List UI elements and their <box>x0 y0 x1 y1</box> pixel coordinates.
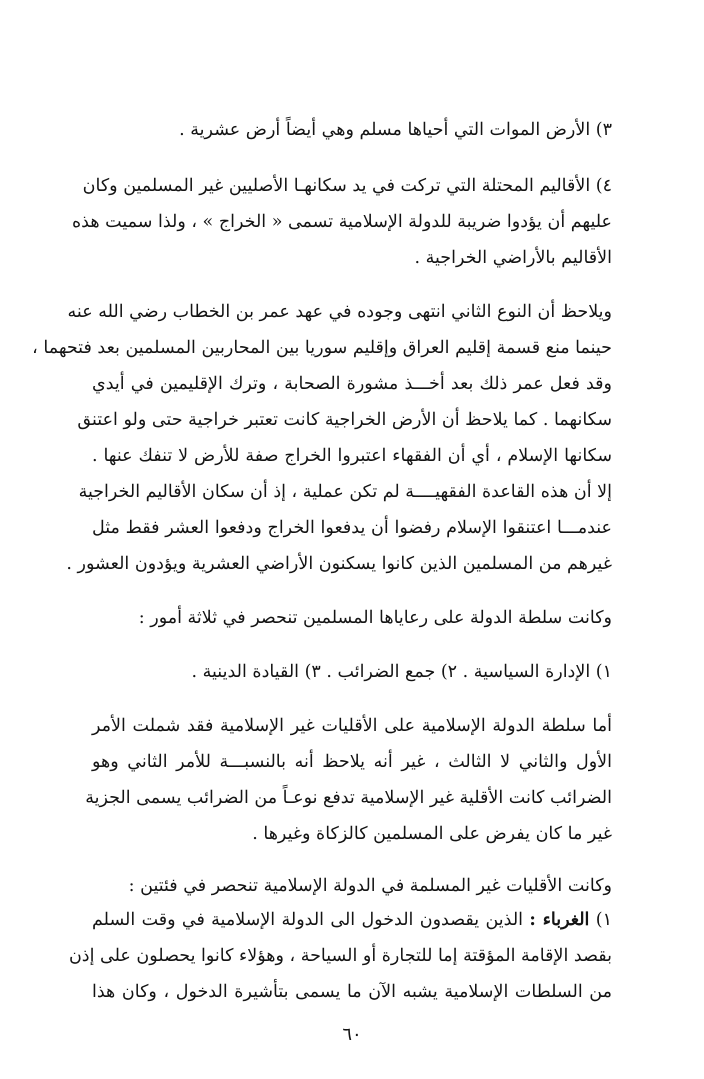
text-line: وكانت الأقليات غير المسلمة في الدولة الإسلامية تنحصر في فئتين : <box>128 876 612 896</box>
text-line: ٣) الأرض الموات التي أحياها مسلم وهي أيضاً أرض عشرية . <box>179 120 612 140</box>
text-line: غيرهم من المسلمين الذين كانوا يسكنون الأراضي العشرية ويؤدون العشور . <box>66 554 612 574</box>
list-number: ١) <box>595 910 612 930</box>
term-heading: الغرباء : <box>529 910 590 930</box>
text-line: سكانها الإسلام ، أي أن الفقهاء اعتبروا الخراج صفة للأرض لا تنفك عنها . <box>92 446 612 466</box>
text-line: ويلاحظ أن النوع الثاني انتهى وجوده في عهد عمر بن الخطاب رضي الله عنه <box>67 302 612 322</box>
page-number: ٦٠ <box>342 1024 362 1045</box>
text-line: ١) الإدارة السياسية . ٢) جمع الضرائب . ٣) القيادة الدينية . <box>191 662 612 682</box>
text-line: الأول والثاني لا الثالث ، غير أنه يلاحظ أنه بالنسبـــة للأمر الثاني وهو <box>92 752 612 772</box>
text-fragment: الذين يقصدون الدخول الى الدولة الإسلامية في وقت السلم <box>92 910 524 930</box>
text-line: حينما منع قسمة إقليم العراق وإقليم سوريا بين المحاربين المسلمين بعد فتحهما ، <box>32 338 612 358</box>
text-line: وقد فعل عمر ذلك بعد أخـــذ مشورة الصحابة ، وترك الإقليمين في أيدي <box>92 374 612 394</box>
text-line: وكانت سلطة الدولة على رعاياها المسلمين تنحصر في ثلاثة أمور : <box>138 608 612 628</box>
text-line: أما سلطة الدولة الإسلامية على الأقليات غير الإسلامية فقد شملت الأمر <box>92 716 612 736</box>
text-line: عندمـــا اعتنقوا الإسلام رفضوا أن يدفعوا الخراج ودفعوا العشر فقط مثل <box>92 518 612 538</box>
text-line: بقصد الإقامة المؤقتة إما للتجارة أو السياحة ، وهؤلاء كانوا يحصلون على إذن <box>68 946 612 966</box>
text-line: من السلطات الإسلامية يشبه الآن ما يسمى بتأشيرة الدخول ، وكان هذا <box>92 982 612 1002</box>
text-line <box>92 902 612 938</box>
text-line: الضرائب كانت الأقلية غير الإسلامية تدفع نوعـاً من الضرائب يسمى الجزية <box>85 788 612 808</box>
text-line: سكانهما . كما يلاحظ أن الأرض الخراجية كانت تعتبر خراجية حتى ولو اعتنق <box>77 410 612 430</box>
text-line: عليهم أن يؤدوا ضريبة للدولة الإسلامية تسمى « الخراج » ، ولذا سميت هذه <box>72 212 612 232</box>
text-line: غير ما كان يفرض على المسلمين كالزكاة وغيرها . <box>252 824 612 844</box>
text-line: إلا أن هذه القاعدة الفقهيــــة لم تكن عملية ، إذ أن سكان الأقاليم الخراجية <box>78 482 612 502</box>
text-line: الأقاليم بالأراضي الخراجية . <box>414 248 612 268</box>
text-line: ٤) الأقاليم المحتلة التي تركت في يد سكانهـا الأصليين غير المسلمين وكان <box>82 176 612 196</box>
